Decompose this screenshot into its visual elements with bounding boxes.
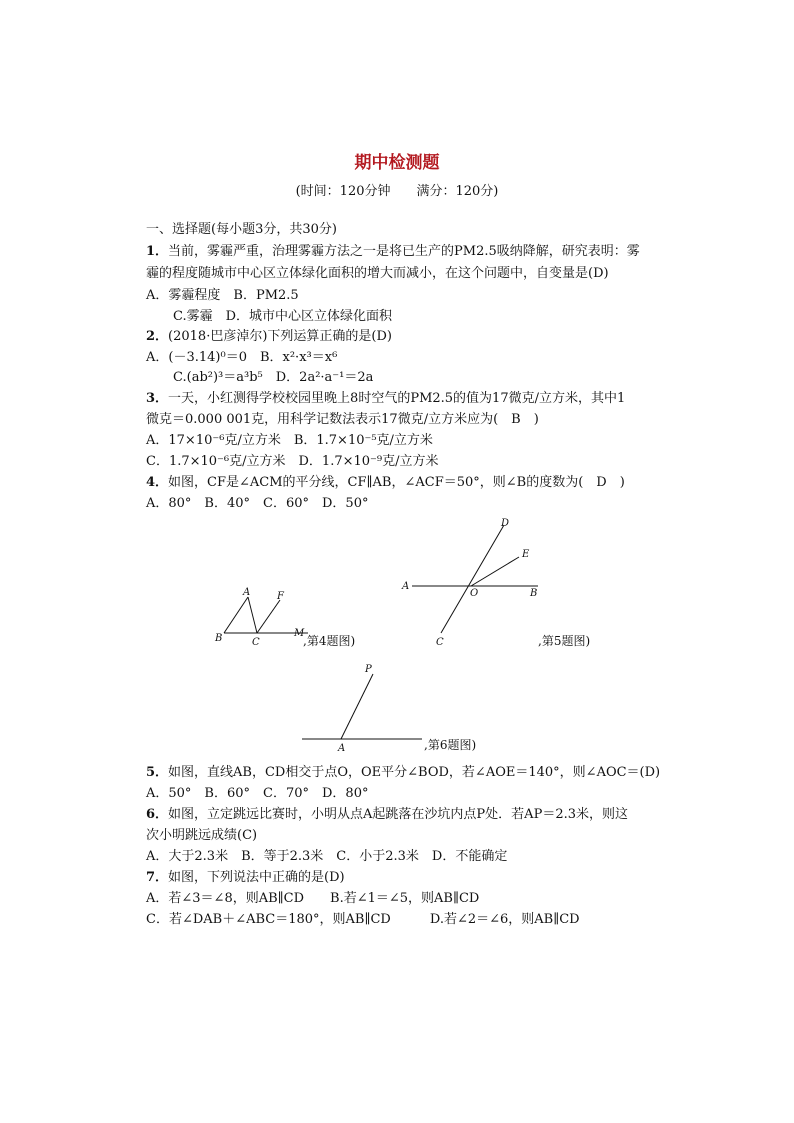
question-2 [146,328,392,346]
question-number: 7． [146,870,169,885]
question-1 [146,243,640,261]
figure-5 [398,512,543,652]
figure-4-caption: ,第4题图) [303,634,356,648]
section-heading: 一、选择题(每小题3分，共30分) [146,222,337,237]
question-text: 当前，雾霾严重，治理雾霾方法之一是将已生产的PM2.5吸纳降解，研究表明：雾 [168,244,640,259]
question-number: 1． [146,244,169,259]
exam-info: (时间：120分钟 满分：120分) [295,184,499,199]
question-3-options: A．17×10⁻⁶克/立方米 B．1.7×10⁻⁵克/立方米 [146,433,433,448]
question-7-options: C．若∠DAB＋∠ABC＝180°，则AB∥CD D.若∠2＝∠6，则AB∥CD [146,912,580,927]
label-o: O [470,588,479,599]
question-text: 如图，直线AB，CD相交于点O，OE平分∠BOD，若∠AOE＝140°，则∠AOC＝(D) [168,765,661,780]
question-number: 4． [146,475,169,490]
question-1-options: A．雾霾程度 B．PM2.5 [146,288,299,303]
question-text: 如图，CF是∠ACM的平分线，CF∥AB，∠ACF＝50°，则∠B的度数为( D ) [168,475,625,490]
label-d: D [501,518,510,529]
question-text: 如图，下列说法中正确的是(D) [168,870,345,885]
label-a: A [402,581,410,592]
label-p: P [365,664,372,675]
ray-oe [471,557,519,586]
question-6-cont: 次小明跳远成绩(C) [146,828,258,843]
label-c: C [436,637,444,648]
figure-6-caption: ,第6题图) [424,738,477,752]
label-m: M [294,628,305,639]
question-2-options: A．(－3.14)⁰＝0 B．x²·x³＝x⁶ [146,350,338,365]
question-5 [146,764,660,782]
question-4 [146,474,625,492]
question-4-options: A．80° B．40° C．60° D．50° [146,496,369,511]
question-2-options: C.(ab²)³＝a³b⁵ D．2a²·a⁻¹＝2a [173,370,374,385]
label-a: A [243,587,251,598]
question-3 [146,390,625,408]
segment-ap [341,674,373,739]
label-a: A [338,743,346,754]
label-e: E [522,549,530,560]
question-number: 2． [146,329,169,344]
question-7-options: A．若∠3＝∠8，则AB∥CD B.若∠1＝∠5，则AB∥CD [146,891,480,906]
figure-5-caption: ,第5题图) [538,634,591,648]
line-cf [257,600,280,633]
label-b: B [215,633,223,644]
question-3-cont: 微克＝0.000 001克，用科学记数法表示17微克/立方米应为( B ) [146,412,539,427]
line-ac [248,597,257,633]
question-text: (2018·巴彦淖尔)下列运算正确的是(D) [168,329,392,344]
question-1-options: C.雾霾 D．城市中心区立体绿化面积 [173,309,393,324]
figure-4 [210,585,310,650]
question-7 [146,869,345,887]
label-c: C [252,637,260,648]
question-6 [146,806,628,824]
question-6-options: A．大于2.3米 B．等于2.3米 C．小于2.3米 D．不能确定 [146,849,508,864]
page-title: 期中检测题 [354,153,440,173]
question-text: 一天，小红测得学校校园里晚上8时空气的PM2.5的值为17微克/立方米，其中1 [168,391,626,406]
figure-6 [298,660,428,755]
label-b: B [530,588,538,599]
question-number: 3． [146,391,169,406]
question-number: 5． [146,765,169,780]
question-text: 如图，立定跳远比赛时，小明从点A起跳落在沙坑内点P处．若AP＝2.3米，则这 [168,807,628,822]
label-f: F [277,591,284,602]
line-ba [224,597,248,633]
question-number: 6． [146,807,169,822]
line-cd [441,525,504,633]
question-3-options: C．1.7×10⁻⁶克/立方米 D．1.7×10⁻⁹克/立方米 [146,454,439,469]
question-1-cont: 霾的程度随城市中心区立体绿化面积的增大而减小，在这个问题中，自变量是(D) [146,266,609,281]
question-5-options: A．50° B．60° C．70° D．80° [146,786,369,801]
